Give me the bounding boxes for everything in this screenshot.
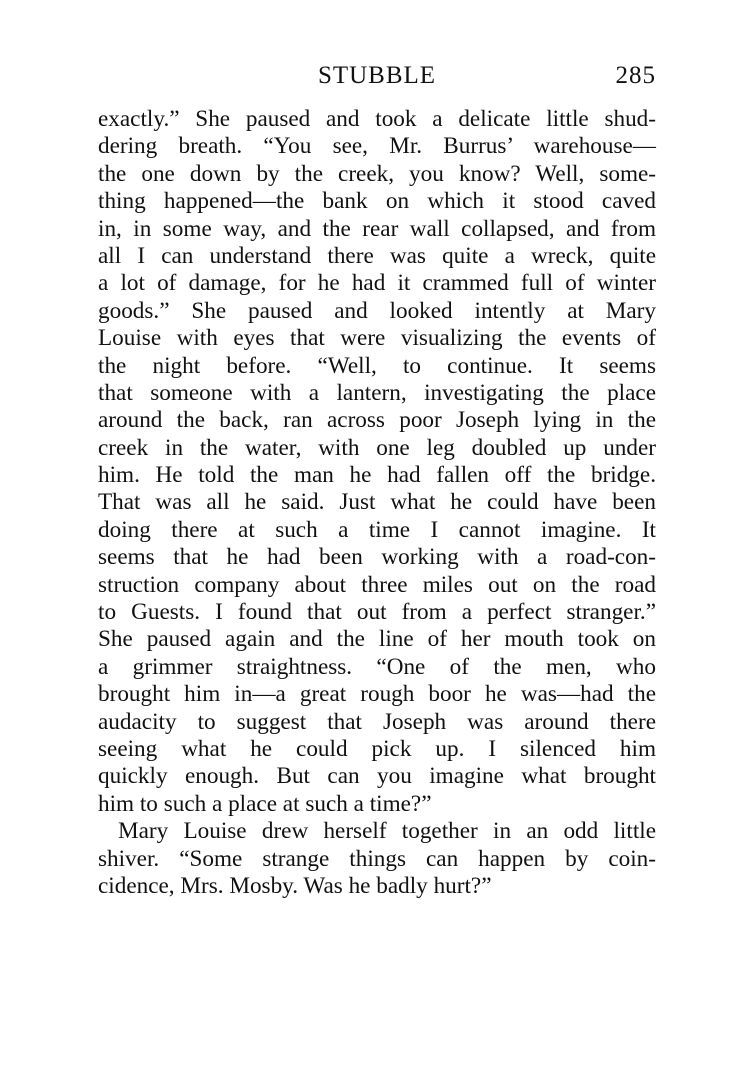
text-line: seeing what he could pick up. I silenced him [98, 735, 656, 762]
text-line: seems that he had been working with a road-con- [98, 544, 656, 571]
text-line: She paused again and the line of her mouth took on [98, 626, 656, 653]
text-line: that someone with a lantern, investigating the place [98, 379, 656, 406]
text-line: brought him in—a great rough boor he was—had the [98, 681, 656, 708]
page-number: 285 [615, 62, 656, 89]
text-line: doing there at such a time I cannot imagine. It [98, 516, 656, 543]
text-line: to Guests. I found that out from a perfect stranger.” [98, 599, 656, 626]
text-line: thing happened—the bank on which it stood caved [98, 188, 656, 215]
text-line: the night before. “Well, to continue. It seems [98, 352, 656, 379]
text-line: in, in some way, and the rear wall collapsed, and from [98, 215, 656, 242]
text-line: a grimmer straightness. “One of the men, who [98, 653, 656, 680]
text-line: Mary Louise drew herself together in an odd little [118, 818, 656, 845]
text-line: goods.” She paused and looked intently at Mary [98, 297, 656, 324]
text-line: him. He told the man he had fallen off the bridge. [98, 462, 656, 489]
text-line: audacity to suggest that Joseph was around there [98, 708, 656, 735]
paragraph-2 [98, 818, 656, 900]
running-title: STUBBLE [317, 62, 437, 89]
text-line: a lot of damage, for he had it crammed full of winter [98, 270, 656, 297]
running-head [98, 62, 656, 96]
text-line: exactly.” She paused and took a delicate little shud- [98, 106, 656, 132]
text-line: around the back, ran across poor Joseph lying in the [98, 407, 656, 434]
text-line: cidence, Mrs. Mosby. Was he badly hurt?” [98, 872, 492, 899]
text-line: quickly enough. But can you imagine what brought [98, 763, 656, 790]
text-line: Louise with eyes that were visualizing the events of [98, 325, 656, 352]
paragraph-1 [98, 106, 656, 818]
body-text [98, 106, 656, 900]
text-line: all I can understand there was quite a wreck, quite [98, 242, 656, 269]
text-line: struction company about three miles out on the road [98, 571, 656, 598]
text-line: That was all he said. Just what he could have been [98, 489, 656, 516]
text-line: dering breath. “You see, Mr. Burrus’ warehouse— [98, 133, 656, 160]
text-line: the one down by the creek, you know? Well, some- [98, 160, 656, 187]
text-line: him to such a place at such a time?” [98, 790, 432, 817]
text-line: creek in the water, with one leg doubled up under [98, 434, 656, 461]
text-line: shiver. “Some strange things can happen by coin- [98, 845, 656, 872]
